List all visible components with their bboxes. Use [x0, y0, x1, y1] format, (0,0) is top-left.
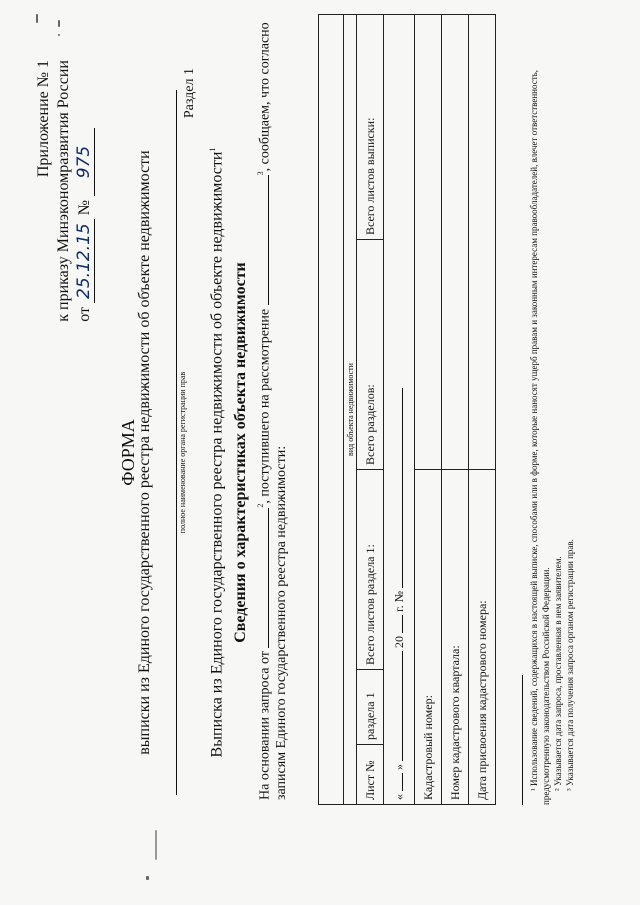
- footnotes: [528, 25, 576, 805]
- year-field[interactable]: [402, 615, 403, 633]
- record-number-field[interactable]: [402, 388, 403, 588]
- request-paragraph-line2: записям Единого государственного реестра недвижимости:: [274, 445, 289, 800]
- number-label: г. №: [391, 590, 406, 612]
- request-date-field[interactable]: [268, 508, 269, 648]
- year-prefix: 20: [391, 636, 406, 648]
- cadastral-block-label: Номер кадастрового квартала:: [442, 470, 469, 805]
- document-heading: [208, 0, 226, 905]
- request-paragraph: [256, 22, 274, 800]
- block-heading: Сведения о характеристиках объекта недвижимости: [232, 262, 249, 643]
- total-sheets-extract: Всего листов выписки:: [357, 14, 384, 239]
- footnote-ref-2: 2: [256, 503, 265, 508]
- date-number-row: [384, 14, 415, 804]
- date-prefix: от: [76, 306, 93, 322]
- organ-name-line: [176, 90, 177, 795]
- handwritten-date: 25.12.15: [74, 219, 95, 303]
- request-text-3: , сообщаем, что согласно: [257, 22, 273, 172]
- appendix-order: к приказу Минэкономразвития России: [55, 60, 72, 322]
- total-sheets-section1: Всего листов раздела 1:: [357, 470, 384, 670]
- object-type-caption: вид объекта недвижимости: [344, 14, 357, 804]
- form-subtitle: выписки из Единого государственного реестра недвижимости об объекте недвижимости: [136, 150, 153, 755]
- table-row: [415, 14, 442, 804]
- cadastral-number-value[interactable]: [415, 14, 442, 469]
- assign-date-label: Дата присвоения кадастрового номера:: [469, 470, 496, 805]
- object-type-cell[interactable]: [319, 14, 344, 804]
- cadastral-block-value[interactable]: [442, 14, 469, 469]
- table-row: [344, 14, 357, 804]
- section-label: Раздел 1: [182, 68, 197, 119]
- document-heading-text: Выписка из Единого государственного реестра недвижимости об объекте недвижимости: [208, 151, 226, 758]
- footnote-1: ¹ Использование сведений, содержащихся в настоящей выписке, способами или в форме, которые наносят ущерб правам и законным интересам правообладателей, влечет ответственность, предусмотренную законодательством Российской Федерации.: [529, 70, 551, 805]
- appendix-date-line: [74, 60, 95, 322]
- form-title: ФОРМА: [118, 419, 138, 486]
- sheet-number-label: Лист №: [357, 745, 384, 805]
- appendix-block: [34, 60, 95, 322]
- organ-name-caption: полное наименование органа регистрации прав: [178, 371, 187, 534]
- handwritten-number: 975: [74, 128, 95, 196]
- day-field[interactable]: [402, 773, 403, 791]
- month-field[interactable]: [402, 651, 403, 761]
- appendix-title: Приложение № 1: [35, 60, 52, 178]
- table-row: [384, 14, 415, 804]
- cadastral-number-label: Кадастровый номер:: [415, 470, 442, 805]
- table-row: [319, 14, 344, 804]
- footnote-ref-3: 3: [256, 171, 265, 176]
- footnote-ref-1: 1: [208, 147, 217, 152]
- table-row: [442, 14, 469, 804]
- date-open-quote: «: [391, 794, 406, 800]
- footnote-2: ² Указывается дата запроса, проставленная в нем заявителем.: [553, 556, 563, 791]
- receipt-date-field[interactable]: [268, 175, 269, 305]
- table-row: [357, 14, 384, 804]
- request-text-2: , поступившего на рассмотрение: [257, 308, 273, 504]
- number-prefix: №: [76, 200, 93, 216]
- date-close-quote: »: [391, 764, 406, 770]
- characteristics-table: [318, 14, 496, 805]
- footnote-rule: [522, 675, 523, 805]
- section1-label: раздела 1: [357, 670, 384, 745]
- total-sections: Всего разделов:: [357, 240, 384, 470]
- request-text-1: На основании запроса от: [257, 651, 273, 800]
- footnote-3: ³ Указывается дата получения запроса органом регистрации прав.: [565, 539, 575, 791]
- table-row: [469, 14, 496, 804]
- assign-date-value[interactable]: [469, 14, 496, 469]
